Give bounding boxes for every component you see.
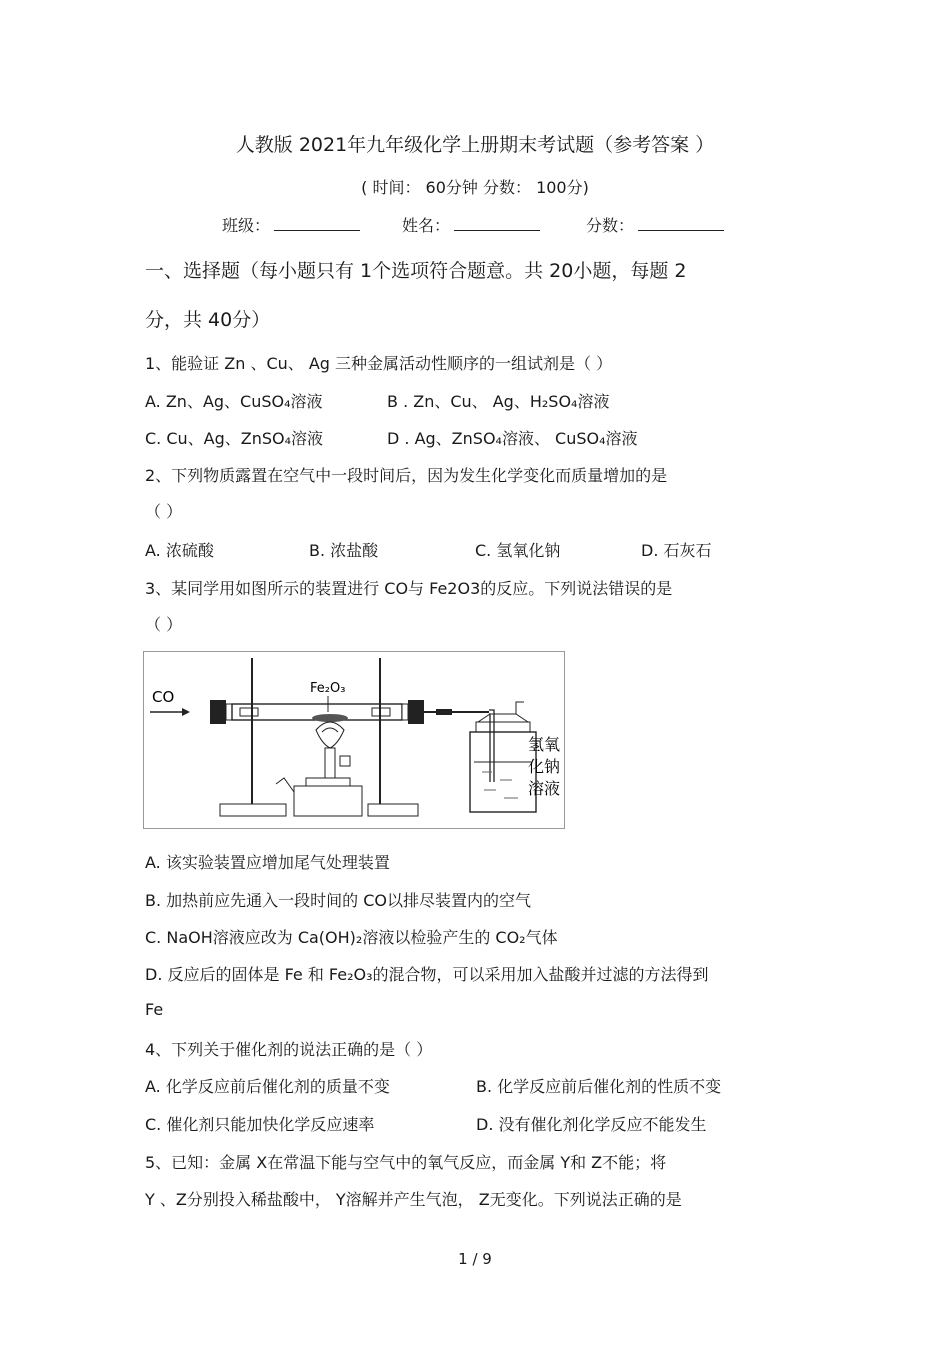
q4-option-b: B. 化学反应前后催化剂的性质不变 [476,1077,722,1096]
right-stand-base [368,804,418,816]
right-stopper [408,700,424,724]
section-heading-line1: 一、选择题（每小题只有 1个选项符合题意。共 20小题，每题 2 [145,260,687,282]
q1-option-a: A. Zn、Ag、CuSO₄溶液 [145,392,323,411]
left-stopper-ring [226,704,232,720]
burner-top [306,778,350,786]
q2-stem: 2、下列物质露置在空气中一段时间后，因为发生化学变化而质量增加的是 [145,466,668,485]
fe2o3-label: Fe₂O₃ [310,681,346,696]
q2-option-a: A. 浓硫酸 [145,541,214,560]
class-field [222,213,360,236]
naoh-label-line3: 溶液 [528,779,561,798]
q2-option-b: B. 浓盐酸 [309,541,379,560]
bottle-neck [476,722,530,732]
bottle-outlet [516,702,524,714]
burner-handle [276,778,294,792]
naoh-label-line1: 氢氧 [528,735,561,754]
fe2o3-powder [312,714,348,722]
q3-option-a: A. 该实验装置应增加尾气处理装置 [145,853,390,872]
q3-option-d-line1: D. 反应后的固体是 Fe 和 Fe₂O₃的混合物，可以采用加入盐酸并过滤的方法得到 [145,965,709,984]
q1-option-c: C. Cu、Ag、ZnSO₄溶液 [145,429,324,448]
burner-valve [340,756,350,766]
flame [316,722,344,748]
burner-tube [325,748,335,778]
score-field [586,213,724,236]
left-stopper [210,700,226,724]
co-arrow-head [182,708,190,716]
q2-option-d: D. 石灰石 [641,541,712,560]
name-label: 姓名： [402,216,451,235]
q5-stem-line2: Y 、Z分别投入稀盐酸中， Y溶解并产生气泡， Z无变化。下列说法正确的是 [145,1190,682,1209]
q1-stem: 1、能验证 Zn 、Cu、 Ag 三种金属活动性顺序的一组试剂是（ ） [145,354,613,373]
score-blank [638,216,724,231]
q4-option-d: D. 没有催化剂化学反应不能发生 [476,1115,707,1134]
q3-answer-paren: （ ） [145,615,183,634]
q4-stem: 4、下列关于催化剂的说法正确的是（ ） [145,1040,433,1059]
q5-stem-line1: 5、已知：金属 X在常温下能与空气中的氧气反应，而金属 Y和 Z不能；将 [145,1153,667,1172]
left-clamp [240,708,258,716]
left-stand-base [220,804,286,816]
q2-option-c: C. 氢氧化钠 [475,541,561,560]
flame-inner [322,728,338,732]
naoh-label-line2: 化钠 [528,757,561,776]
bottle-stopper-top [478,714,528,722]
burner-base [294,786,362,816]
name-field [402,213,540,236]
co-label: CO [152,688,175,706]
q1-option-b: B . Zn、Cu、 Ag、H₂SO₄溶液 [387,392,610,411]
q1-option-d: D . Ag、ZnSO₄溶液、 CuSO₄溶液 [387,429,638,448]
q4-option-c: C. 催化剂只能加快化学反应速率 [145,1115,375,1134]
rubber-connector [436,709,452,715]
q4-option-a: A. 化学反应前后催化剂的质量不变 [145,1077,390,1096]
apparatus-diagram [144,652,564,828]
q3-option-c: C. NaOH溶液应改为 Ca(OH)₂溶液以检验产生的 CO₂气体 [145,928,558,947]
exam-time-score: ( 时间： 60分钟 分数： 100分) [361,178,589,197]
co-fe2o3-apparatus-figure [143,651,565,829]
page-title: 人教版 2021年九年级化学上册期末考试题（参考答案 ） [235,134,715,156]
section-heading-line2: 分，共 40分） [145,309,271,331]
name-blank [454,216,540,231]
right-stopper-ring [402,704,408,720]
class-blank [274,216,360,231]
score-label: 分数： [586,216,635,235]
q3-option-d-line2: Fe [145,1000,164,1019]
q3-option-b: B. 加热前应先通入一段时间的 CO以排尽装置内的空气 [145,891,532,910]
q2-answer-paren: （ ） [145,502,183,521]
class-label: 班级： [222,216,271,235]
page-number: 1 / 9 [458,1250,492,1268]
wash-bottle [470,732,536,812]
q3-stem: 3、某同学用如图所示的装置进行 CO与 Fe2O3的反应。下列说法错误的是 [145,579,673,598]
